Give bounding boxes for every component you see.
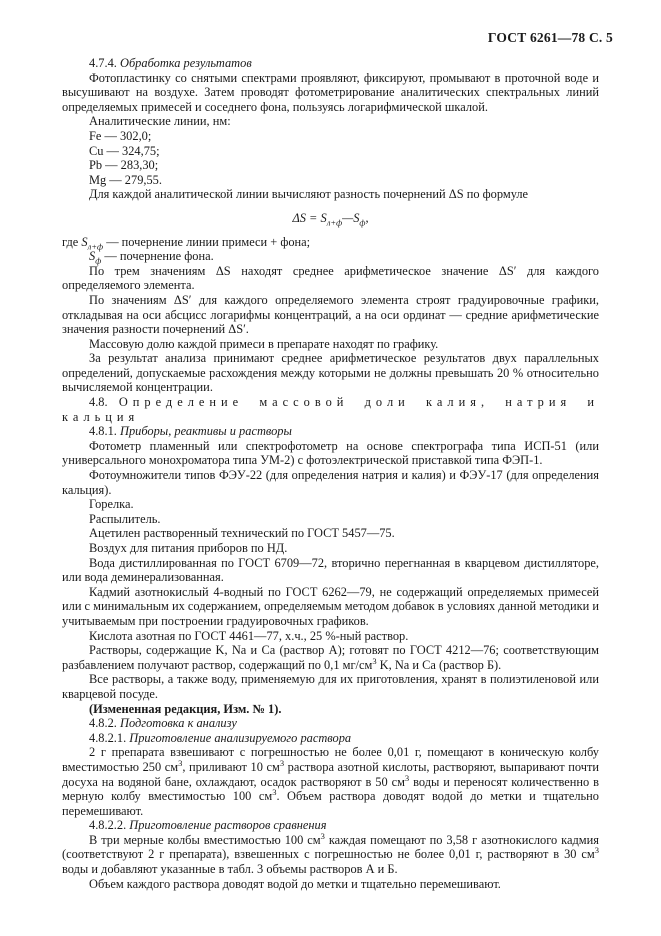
paragraph: Фотоумножители типов ФЭУ-22 (для определения натрия и калия) и ФЭУ-17 (для определения кальция). bbox=[62, 468, 599, 497]
formula-legend: где $S_{л+ф}$ — почернение линии примеси + фона; bbox=[62, 234, 311, 251]
paragraph: Фотометр пламенный или спектрофотометр на основе спектрографа типа ИСП-51 (или универсального монохроматора типа УМ-2) с фотоэлектрической приставкой типа ФЭП-1. bbox=[62, 438, 599, 468]
paragraph: 2 г препарата взвешивают с погрешностью не более 0,01 г, помещают в коническую колбу вместимостью 250 $см^3$, приливают 10 $см^3$ раствора азотной кислоты, растворяют, выпаривают почти досуха на водяной бане, охлаждают, осадок растворяют в 50 $см^3$ воды и переносят количественно в мерную колбу вместимостью 100 $см^3$. Объем раствора доводят водой до метки и тщательно перемешивают. bbox=[62, 745, 599, 818]
section-number: 4.8.2. bbox=[89, 716, 117, 731]
section-heading bbox=[62, 395, 599, 424]
paragraph: Аналитические линии, нм: bbox=[89, 114, 231, 129]
list-item: Mg — 279,55. bbox=[89, 172, 162, 187]
page-body bbox=[62, 56, 599, 891]
paragraph: Растворы, содержащие K, Na и Ca (раствор А); готовят по ГОСТ 4212—76; соответствующим разбавлением получают раствор, содержащий по 0,1 $мг/см^3$ K, Na и Ca (раствор Б). bbox=[62, 643, 599, 672]
paragraph: Объем каждого раствора доводят водой до метки и тщательно перемешивают. bbox=[89, 876, 501, 891]
list-item: Cu — 324,75; bbox=[89, 143, 160, 158]
paragraph: Фотопластинку со снятыми спектрами проявляют, фиксируют, промывают в проточной воде и высушивают на воздухе. Затем проводят фотометрирование аналитических спектральных линий определяемых примесей и соседнего фона, пользуясь логарифмической шкалой. bbox=[62, 70, 599, 114]
section-number: 4.7.4. bbox=[89, 56, 117, 70]
section-heading bbox=[62, 424, 599, 439]
section-heading bbox=[62, 818, 599, 833]
section-number: 4.8. bbox=[89, 395, 108, 410]
section-heading bbox=[62, 731, 599, 746]
section-title: Приборы, реактивы и растворы bbox=[120, 424, 292, 439]
section-title: Подготовка к анализу bbox=[120, 716, 237, 731]
page-header: ГОСТ 6261—78 С. 5 bbox=[487, 30, 613, 45]
paragraph: Кадмий азотнокислый 4-водный по ГОСТ 6262—79, не содержащий определяемых примесей или с минимальным их содержанием, определяемым методом добавок в условиях данной методики и учитываемым при построении градуировочных графиков. bbox=[62, 584, 599, 628]
paragraph: Вода дистиллированная по ГОСТ 6709—72, вторично перегнанная в кварцевом дистилляторе, или вода деминерализованная. bbox=[62, 555, 599, 585]
paragraph: В три мерные колбы вместимостью 100 $см^3$ каждая помещают по 3,58 г азотнокислого кадмия (соответствуют 2 г препарата), взвешенных с погрешностью не более 0,01 г, растворяют в 30 $см^3$ воды и добавляют указанные в табл. 3 объемы растворов А и Б. bbox=[62, 830, 599, 877]
paragraph: Все растворы, а также воду, применяемую для их приготовления, хранят в полиэтиленовой или кварцевой посуде. bbox=[62, 672, 599, 701]
section-number: 4.8.2.2. bbox=[89, 818, 127, 833]
paragraph: Массовую долю каждой примеси в препарате находят по графику. bbox=[89, 336, 439, 351]
paragraph: За результат анализа принимают среднее арифметическое результатов двух параллельных определений, допускаемые расхождения между которыми не должны превышать 20 % относительно вычисляемой концентрации. bbox=[62, 351, 599, 395]
section-heading bbox=[62, 56, 599, 71]
paragraph: Горелка. bbox=[89, 497, 134, 512]
paragraph: По значениям ΔS′ для каждого определяемого элемента строят градуировочные графики, откладывая на оси абсцисс логарифмы концентраций, а на оси ординат — средние арифметические значения разности почернений ΔS′. bbox=[62, 292, 599, 337]
amendment-note: (Измененная редакция, Изм. № 1). bbox=[89, 701, 282, 716]
section-title: Приготовление анализируемого раствора bbox=[129, 730, 352, 745]
paragraph: По трем значениям ΔS находят среднее арифметическое значение ΔS′ для каждого определяемого элемента. bbox=[62, 263, 599, 293]
list-item: Pb — 283,30; bbox=[89, 158, 159, 173]
paragraph: Ацетилен растворенный технический по ГОСТ 5457—75. bbox=[89, 526, 395, 541]
section-number: 4.8.1. bbox=[89, 424, 117, 439]
section-title: Приготовление растворов сравнения bbox=[129, 818, 327, 833]
list-item: Fe — 302,0; bbox=[89, 128, 152, 143]
formula-legend: $S_ф$ — почернение фона. bbox=[89, 249, 214, 266]
paragraph: Воздух для питания приборов по НД. bbox=[89, 541, 288, 555]
section-heading bbox=[62, 716, 599, 731]
section-title: Определение массовой доли калия, натрия и кальция bbox=[62, 395, 599, 424]
section-title: Обработка результатов bbox=[120, 56, 252, 70]
section-number: 4.8.2.1. bbox=[89, 730, 127, 745]
paragraph: Для каждой аналитической линии вычисляют разность почернений ΔS по формуле bbox=[89, 187, 529, 202]
paragraph: Кислота азотная по ГОСТ 4461—77, х.ч., 25 %-ный раствор. bbox=[89, 628, 409, 643]
formula: $\Delta S = S_{л+ф}—S_ф$, bbox=[292, 210, 369, 228]
paragraph: Распылитель. bbox=[89, 511, 161, 526]
